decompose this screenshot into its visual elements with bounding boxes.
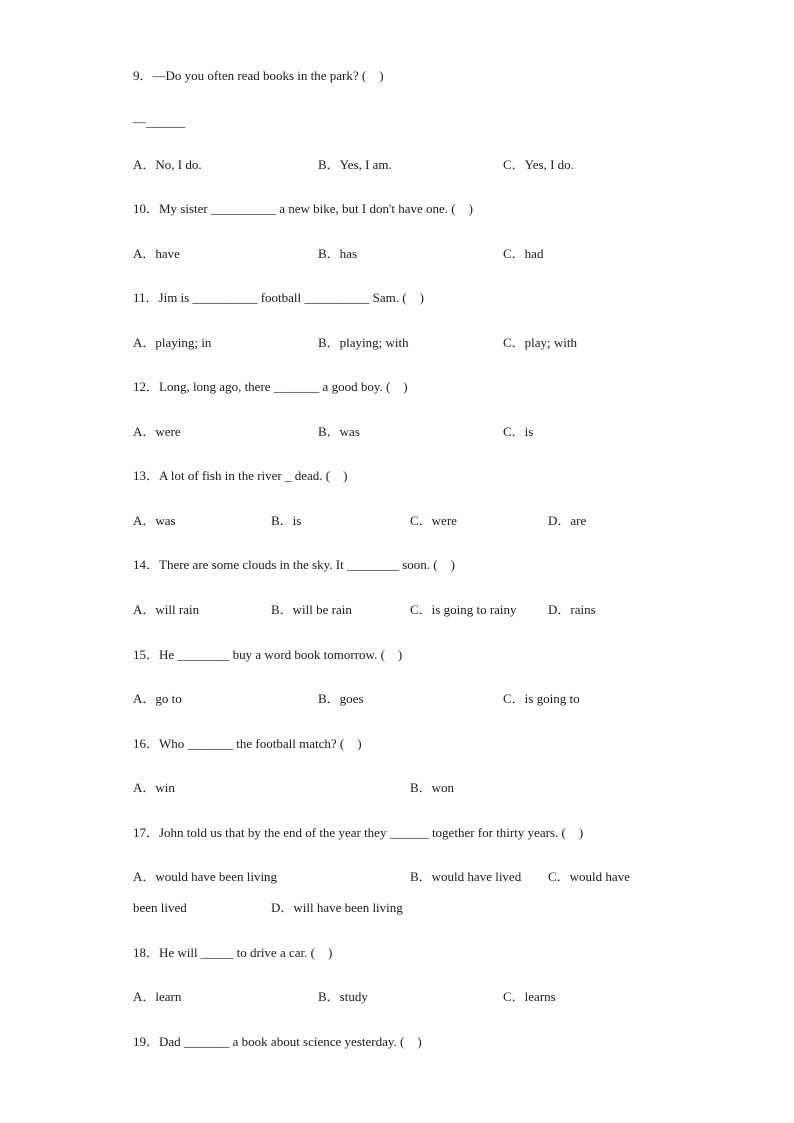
question-18-option-b: B．study (318, 989, 368, 1004)
question-19-stem: 19．Dad _______ a book about science yesterday. ( ) (133, 1034, 422, 1049)
question-17-stem: 17．John told us that by the end of the year they ______ together for thirty years. ( ) (133, 825, 584, 840)
question-14-stem: 14．There are some clouds in the sky. It ________ soon. ( ) (133, 557, 455, 572)
question-9-stem: 9．—Do you often read books in the park? ( ) (133, 68, 384, 83)
question-9-option-b: B．Yes, I am. (318, 157, 392, 172)
question-10-option-b: B．has (318, 246, 358, 261)
question-18-option-c: C．learns (503, 989, 556, 1004)
question-13-option-c: C．were (410, 513, 457, 528)
question-10-option-c: C．had (503, 246, 544, 261)
question-13-option-d: D．are (548, 513, 587, 528)
question-9-answer-line: —______ (133, 114, 185, 129)
question-14-option-b: B．will be rain (271, 602, 352, 617)
question-14-option-a: A．will rain (133, 602, 200, 617)
question-12-option-a: A．were (133, 424, 181, 439)
question-15-stem: 15．He ________ buy a word book tomorrow. ( ) (133, 647, 403, 662)
question-13-stem: 13．A lot of fish in the river _ dead. ( ) (133, 468, 348, 483)
question-15-option-a: A．go to (133, 691, 182, 706)
question-10-stem: 10．My sister __________ a new bike, but I don't have one. ( ) (133, 201, 473, 216)
question-11-option-b: B．playing; with (318, 335, 409, 350)
question-16-option-b: B．won (410, 780, 455, 795)
question-13-option-a: A．was (133, 513, 176, 528)
question-12-option-b: B．was (318, 424, 360, 439)
question-14-option-d: D．rains (548, 602, 596, 617)
question-17-option-d: D．will have been living (271, 900, 403, 915)
question-11-stem: 11．Jim is __________ football __________ Sam. ( ) (133, 290, 424, 305)
question-16-option-a: A．win (133, 780, 175, 795)
question-18-stem: 18．He will _____ to drive a car. ( ) (133, 945, 333, 960)
question-11-option-a: A．playing; in (133, 335, 212, 350)
question-9-option-c: C．Yes, I do. (503, 157, 574, 172)
question-15-option-c: C．is going to (503, 691, 580, 706)
question-15-option-b: B．goes (318, 691, 364, 706)
question-18-option-a: A．learn (133, 989, 182, 1004)
question-10-option-a: A．have (133, 246, 180, 261)
question-17-option-c-continued: been lived (133, 900, 187, 915)
question-12-stem: 12．Long, long ago, there _______ a good boy. ( ) (133, 379, 408, 394)
question-17-option-a: A．would have been living (133, 869, 278, 884)
question-17-option-c: C．would have (548, 869, 630, 884)
question-13-option-b: B．is (271, 513, 302, 528)
question-11-option-c: C．play; with (503, 335, 578, 350)
question-17-option-b: B．would have lived (410, 869, 522, 884)
question-16-stem: 16．Who _______ the football match? ( ) (133, 736, 362, 751)
question-12-option-c: C．is (503, 424, 534, 439)
question-9-option-a: A．No, I do. (133, 157, 202, 172)
question-14-option-c: C．is going to rainy (410, 602, 517, 617)
